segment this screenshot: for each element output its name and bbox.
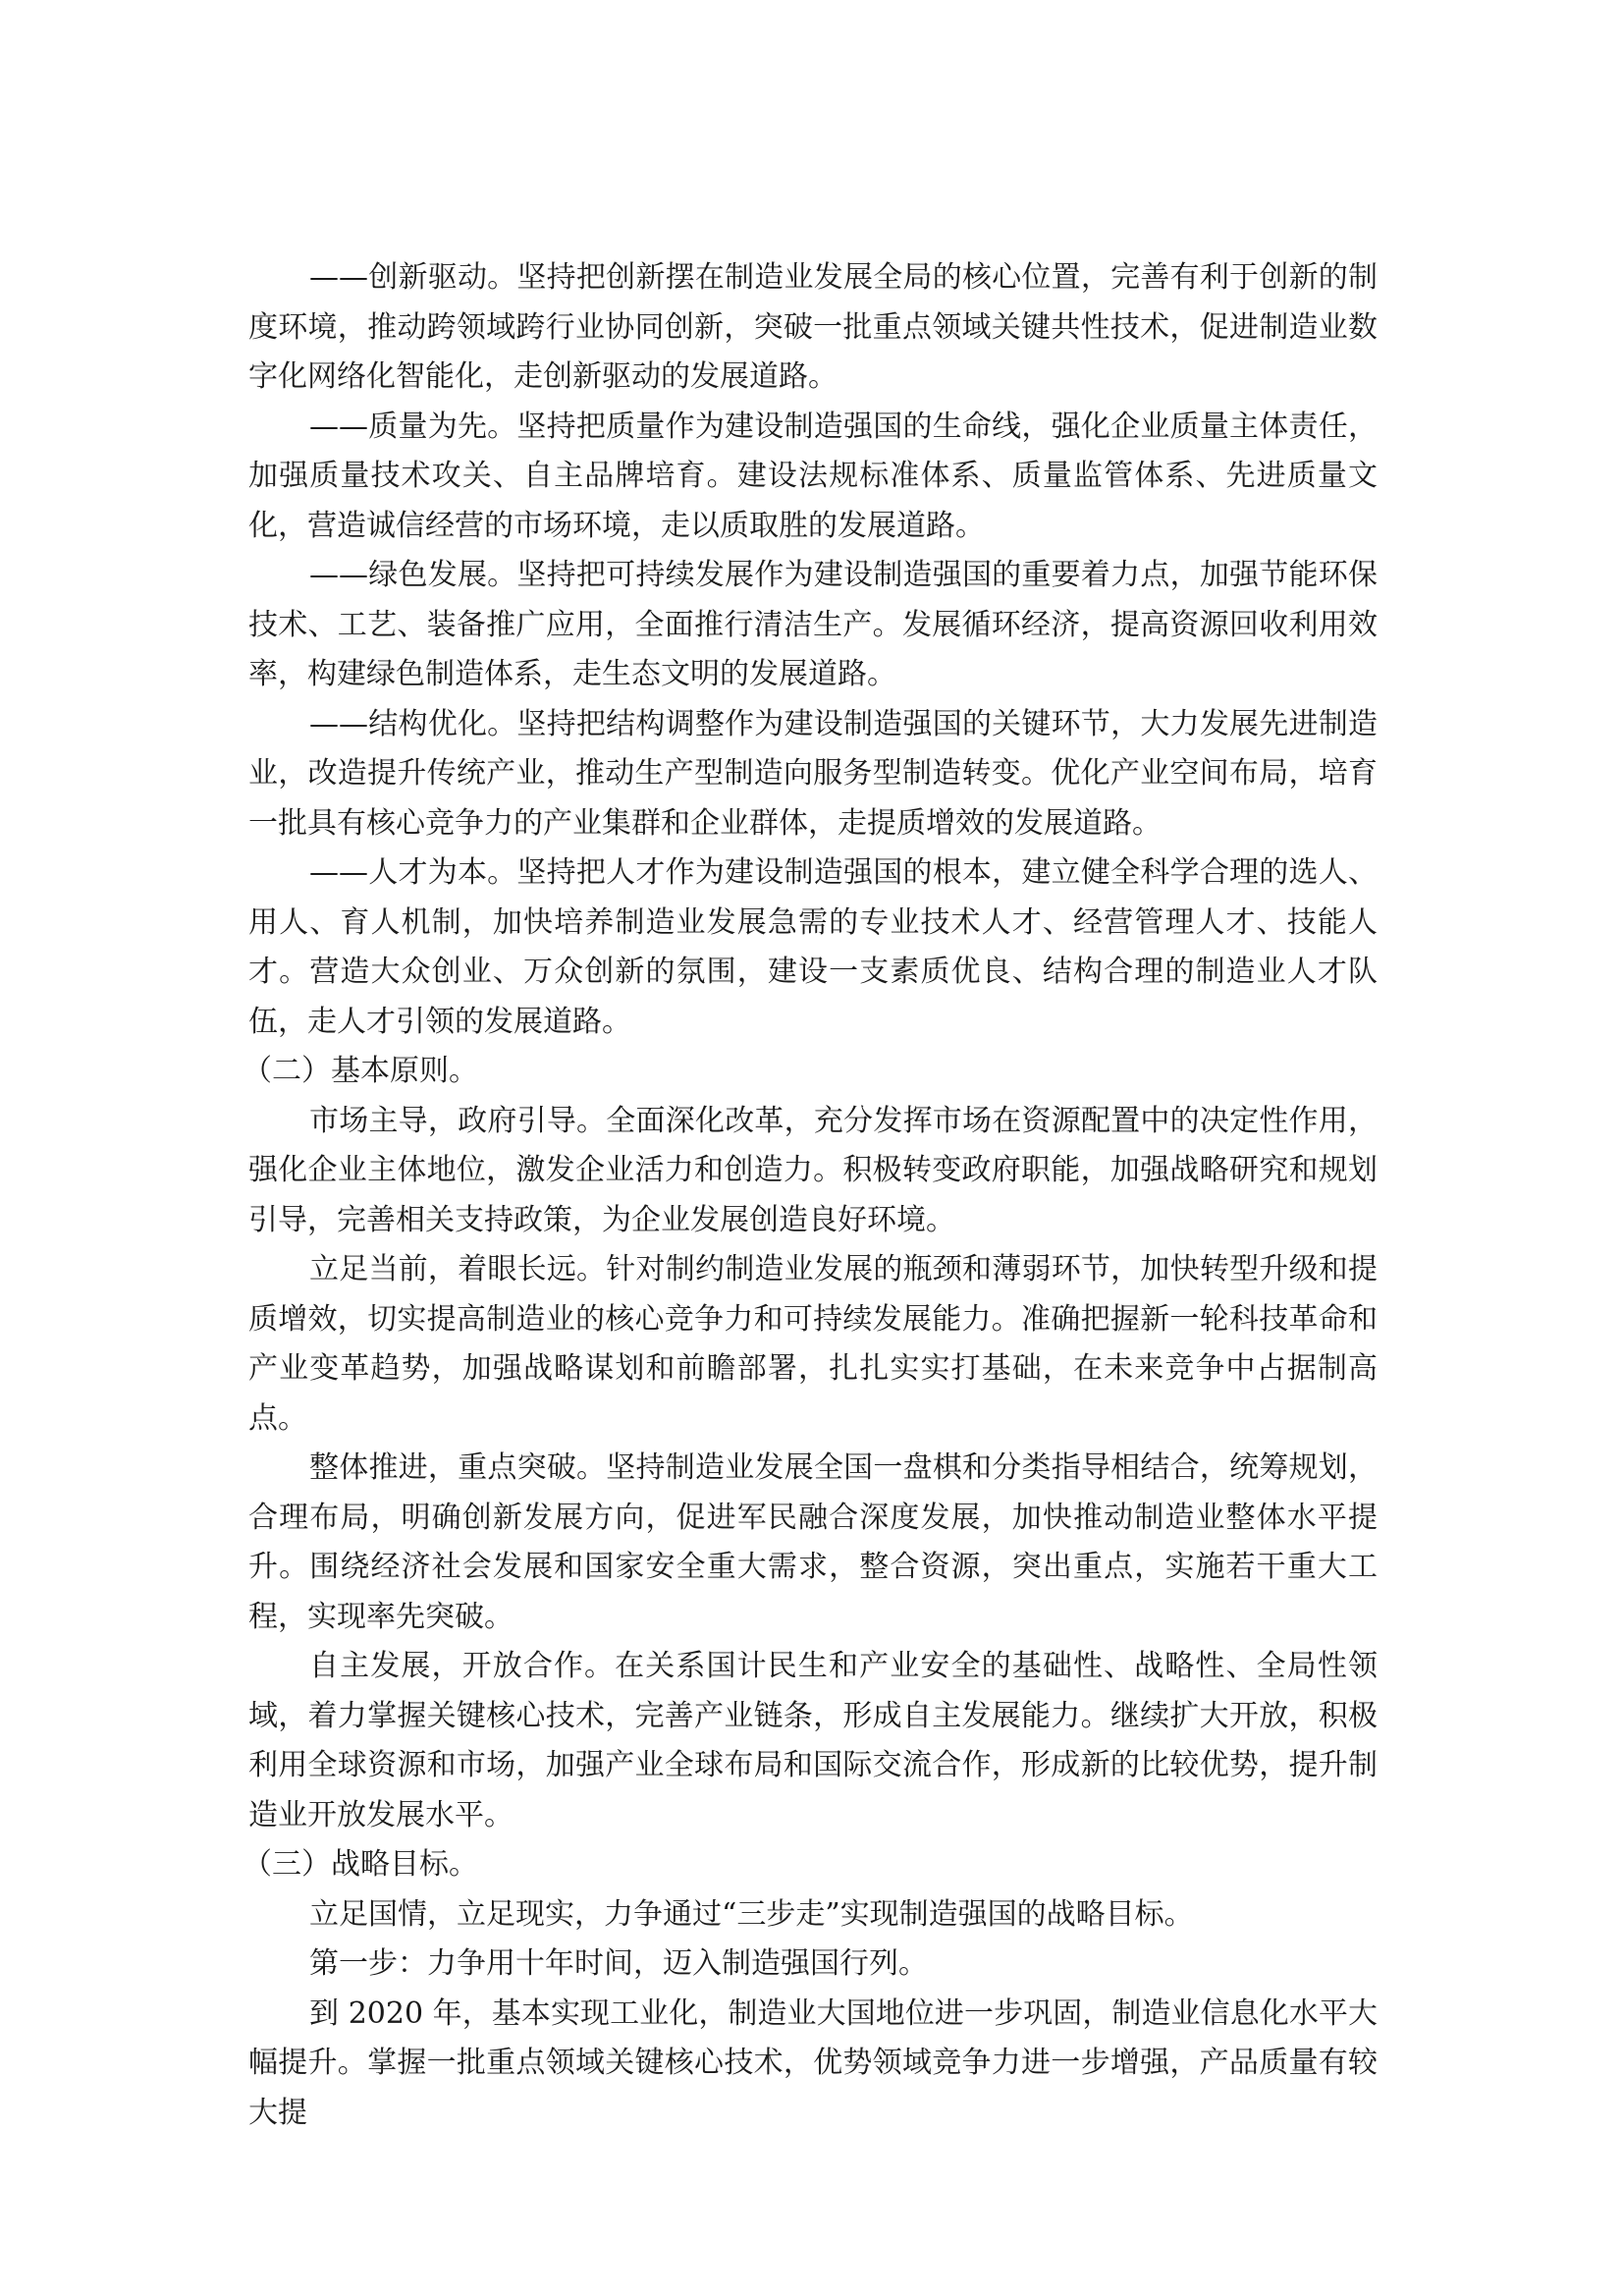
paragraph-innovation-driven: ——创新驱动。坚持把创新摆在制造业发展全局的核心位置，完善有利于创新的制度环境，推动跨领域跨行业协同创新，突破一批重点领域关键共性技术，促进制造业数字化网络化智能化，走创新驱动的发展道路。	[248, 260, 1378, 394]
paragraph-talent-based: ——人才为本。坚持把人才作为建设制造强国的根本，建立健全科学合理的选人、用人、育人机制，加快培养制造业发展急需的专业技术人才、经营管理人才、技能人才。营造大众创业、万众创新的氛围，建设一支素质优良、结构合理的制造业人才队伍，走人才引领的发展道路。	[248, 855, 1378, 1039]
paragraph-by-2020: 到 2020 年，基本实现工业化，制造业大国地位进一步巩固，制造业信息化水平大幅提升。掌握一批重点领域关键核心技术，优势领域竞争力进一步增强，产品质量有较大提	[248, 1995, 1378, 2130]
paragraph-step-one: 第一步：力争用十年时间，迈入制造强国行列。	[309, 1946, 928, 1981]
paragraph-market-led: 市场主导，政府引导。全面深化改革，充分发挥市场在资源配置中的决定性作用，强化企业主体地位，激发企业活力和创造力。积极转变政府职能，加强战略研究和规划引导，完善相关支持政策，为企业发展创造良好环境。	[248, 1103, 1378, 1237]
paragraph-open-cooperation: 自主发展，开放合作。在关系国计民生和产业安全的基础性、战略性、全局性领域，着力掌握关键核心技术，完善产业链条，形成自主发展能力。继续扩大开放，积极利用全球资源和市场，加强产业全球布局和国际交流合作，形成新的比较优势，提升制造业开放发展水平。	[248, 1649, 1378, 1832]
paragraph-three-steps: 立足国情，立足现实，力争通过“三步走”实现制造强国的战略目标。	[309, 1896, 1194, 1932]
section-heading-basic-principles: （二）基本原则。	[243, 1054, 478, 1088]
paragraph-key-breakthroughs: 整体推进，重点突破。坚持制造业发展全国一盘棋和分类指导相结合，统筹规划，合理布局，明确创新发展方向，促进军民融合深度发展，加快推动制造业整体水平提升。围绕经济社会发展和国家安全重大需求，整合资源，突出重点，实施若干重大工程，实现率先突破。	[248, 1450, 1378, 1634]
paragraph-structure-optimization: ——结构优化。坚持把结构调整作为建设制造强国的关键环节，大力发展先进制造业，改造提升传统产业，推动生产型制造向服务型制造转变。优化产业空间布局，培育一批具有核心竞争力的产业集群和企业群体，走提质增效的发展道路。	[248, 706, 1378, 841]
paragraph-green-development: ——绿色发展。坚持把可持续发展作为建设制造强国的重要着力点，加强节能环保技术、工艺、装备推广应用，全面推行清洁生产。发展循环经济，提高资源回收利用效率，构建绿色制造体系，走生态文明的发展道路。	[248, 558, 1378, 691]
paragraph-long-term: 立足当前，着眼长远。针对制约制造业发展的瓶颈和薄弱环节，加快转型升级和提质增效，切实提高制造业的核心竞争力和可持续发展能力。准确把握新一轮科技革命和产业变革趋势，加强战略谋划和前瞻部署，扎扎实实打基础，在未来竞争中占据制高点。	[248, 1252, 1378, 1436]
paragraph-quality-first: ——质量为先。坚持把质量作为建设制造强国的生命线，强化企业质量主体责任，加强质量技术攻关、自主品牌培育。建设法规标准体系、质量监管体系、先进质量文化，营造诚信经营的市场环境，走以质取胜的发展道路。	[248, 409, 1378, 543]
document-body	[243, 253, 1378, 2138]
section-heading-strategic-goals: （三）战略目标。	[243, 1847, 478, 1882]
